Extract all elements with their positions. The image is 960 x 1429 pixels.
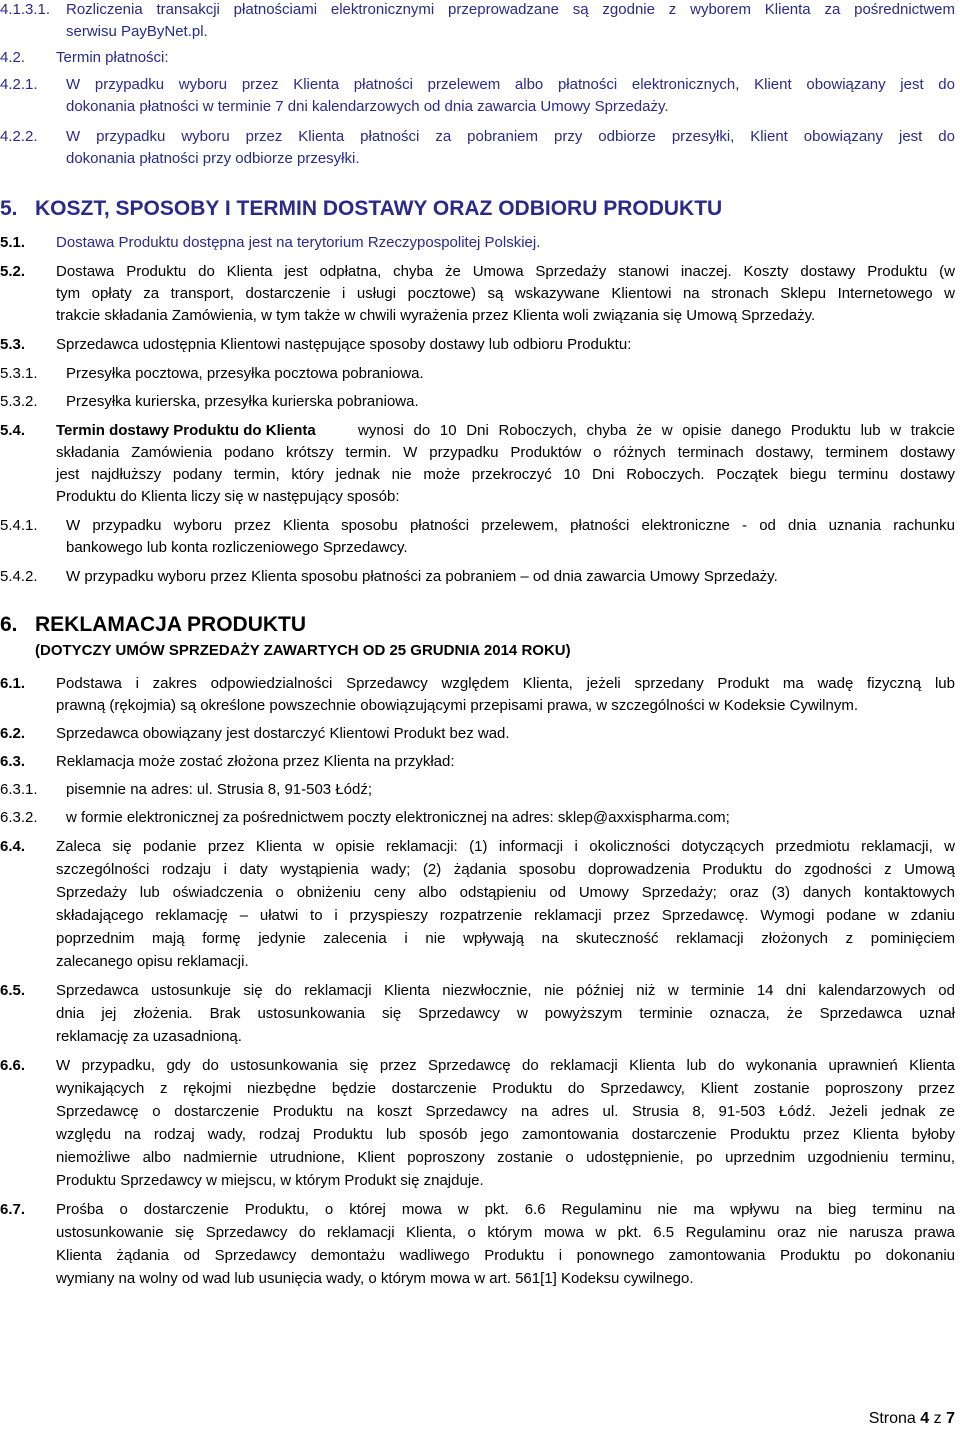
section-number: 5. — [0, 197, 18, 220]
section-5-4-1-cont — [0, 538, 960, 558]
section-text: bankowego lub konta rozliczeniowego Sprzedawcy. — [66, 539, 408, 556]
section-5-2-cont — [0, 306, 960, 326]
section-text: dnia jej złożenia. Brak ustosunkowania się Sprzedawcy w powyższym terminie oznacza, że Sprzedawca uznał — [56, 1005, 955, 1022]
section-text: Zaleca się podanie przez Klienta w opisie reklamacji: (1) informacji i okoliczności dotyczących przedmiotu reklamacji, w — [56, 838, 955, 855]
section-6-6-cont — [0, 1148, 960, 1168]
section-4-2-1-cont — [0, 97, 960, 117]
section-number: 5.4.2. — [0, 568, 38, 585]
section-5-4-1 — [0, 516, 960, 536]
section-number: 6.3.1. — [0, 781, 38, 798]
section-title: KOSZT, SPOSOBY I TERMIN DOSTAWY ORAZ ODBIORU PRODUKTU — [35, 197, 723, 220]
section-number: 4.2.2. — [0, 128, 38, 145]
section-text: reklamację za uzasadnioną. — [56, 1028, 242, 1045]
section-number: 6. — [0, 613, 18, 636]
section-6-7 — [0, 1200, 960, 1220]
section-number: 5.3.2. — [0, 393, 38, 410]
section-4-1-3-1 — [0, 0, 960, 20]
section-text: W przypadku wyboru przez Klienta płatności przelewem albo płatności elektronicznych, Klient obowiązany jest do — [66, 76, 955, 93]
section-number: 6.1. — [0, 675, 26, 692]
section-5-4-cont — [0, 465, 960, 485]
section-6-heading — [0, 611, 960, 639]
section-text: Klienta żądania od Sprzedawcy demontażu wadliwego Produktu i ponownego zamontowania Produktu po dokonaniu — [56, 1247, 955, 1264]
section-text: Rozliczenia transakcji płatnościami elektronicznymi przeprowadzane są zgodnie z wyborem Klienta za pośrednictwem — [66, 1, 955, 18]
section-number: 5.3. — [0, 336, 26, 353]
section-6-5 — [0, 981, 960, 1001]
section-number: 5.4.1. — [0, 517, 38, 534]
section-6-3 — [0, 752, 960, 772]
section-4-2-2-cont — [0, 149, 960, 169]
section-text: Podstawa i zakres odpowiedzialności Sprzedawcy względem Klienta, jeżeli sprzedany Produkt ma wadę fizyczną lub — [56, 675, 955, 692]
section-5-1 — [0, 233, 960, 253]
section-text: serwisu PayByNet.pl. — [66, 23, 208, 40]
section-text: w formie elektronicznej za pośrednictwem poczty elektronicznej na adres: sklep@axxispharma.com; — [66, 809, 730, 826]
section-6-7-cont — [0, 1269, 960, 1289]
section-number: 5.4. — [0, 422, 26, 439]
section-text: niemożliwe albo nadmiernie utrudnione, Klient poproszony zostanie o udostępnienie, po uprzednim uzgodnieniu terminu, — [56, 1149, 955, 1166]
section-number: 5.2. — [0, 263, 26, 280]
section-text: pisemnie na adres: ul. Strusia 8, 91-503 Łódź; — [66, 781, 373, 798]
section-6-4-cont — [0, 860, 960, 880]
section-text: składającego reklamację – ułatwi to i przyspieszy rozpatrzenie reklamacji przez Sprzedawcę. Wymogi podane w zdaniu — [56, 907, 955, 924]
section-text: Sprzedawca udostępnia Klientowi następujące sposoby dostawy lub odbioru Produktu: — [56, 336, 632, 353]
section-title: Termin płatności: — [56, 49, 169, 66]
section-number: 6.6. — [0, 1057, 26, 1074]
section-text: Produktu do Klienta liczy się w następujący sposób: — [56, 488, 400, 505]
section-number: 4.2. — [0, 49, 26, 66]
page-counter-label: Strona — [868, 1410, 916, 1427]
section-4-2-1 — [0, 75, 960, 95]
page-current: 4 — [920, 1410, 930, 1427]
section-text: względu na rodzaj wady, rodzaj Produktu lub sposób jego zamontowania dostarczenie Produktu przez Klienta byłoby — [56, 1126, 955, 1143]
section-number: 5.1. — [0, 234, 26, 251]
section-text: W przypadku, gdy do ustosunkowania się przez Sprzedawcę do reklamacji Klienta lub do wykonania uprawnień Klienta — [56, 1057, 955, 1074]
section-number: 5.3.1. — [0, 365, 38, 382]
section-text: szczególności rodzaju i daty wystąpienia wady; (2) żądania sposobu doprowadzenia Produktu do zgodności z Umową — [56, 861, 955, 878]
section-number: 4.1.3.1. — [0, 1, 51, 18]
section-text: zalecanego opisu reklamacji. — [56, 953, 249, 970]
section-6-subtitle — [0, 641, 960, 661]
section-text: Dostawa Produktu do Klienta jest odpłatna, chyba że Umowa Sprzedaży stanowi inaczej. Koszty dostawy Produktu (w — [56, 263, 955, 280]
section-4-1-3-1-cont — [0, 22, 960, 42]
section-6-4-cont — [0, 906, 960, 926]
section-6-4 — [0, 837, 960, 857]
section-5-heading — [0, 195, 960, 223]
section-number: 6.7. — [0, 1201, 26, 1218]
section-5-2 — [0, 262, 960, 282]
section-term-label: Termin dostawy Produktu do Klienta — [56, 422, 316, 439]
section-6-5-cont — [0, 1027, 960, 1047]
section-number: 6.4. — [0, 838, 26, 855]
section-6-6-cont — [0, 1171, 960, 1191]
section-text: dokonania płatności w terminie 7 dni kalendarzowych od dnia zawarcia Umowy Sprzedaży. — [66, 98, 669, 115]
section-6-1-cont — [0, 696, 960, 716]
section-6-6-cont — [0, 1079, 960, 1099]
section-text: prawną (rękojmia) są określone powszechnie obowiązującymi przepisami prawa, w szczególności w Kodeksie Cywilnym. — [56, 697, 858, 714]
section-6-4-cont — [0, 952, 960, 972]
page-counter — [869, 1410, 955, 1428]
section-text: poprzednim mają formę jedynie zalecenia i nie wpływają na skuteczność reklamacji złożonych z pominięciem — [56, 930, 955, 947]
section-text: Dostawa Produktu dostępna jest na terytorium Rzeczypospolitej Polskiej. — [56, 234, 541, 251]
section-text: składania Zamówienia podano krótszy termin. W przypadku Produktów o różnych terminach dostawy, terminem dostawy — [56, 444, 955, 461]
section-6-6-cont — [0, 1125, 960, 1145]
section-6-7-cont — [0, 1223, 960, 1243]
section-text: Sprzedawcę o dostarczenie Produktu na koszt Sprzedawcy na adres ul. Strusia 8, 91-503 Łódź. Jeżeli jednak ze — [56, 1103, 955, 1120]
section-4-2-2 — [0, 127, 960, 147]
section-text: W przypadku wyboru przez Klienta sposobu płatności przelewem, płatności elektroniczne - od dnia uznania rachunku — [66, 517, 955, 534]
section-5-3 — [0, 335, 960, 355]
section-text: ustosunkowanie się Sprzedawcy do reklamacji Klienta, o którym mowa w pkt. 6.5 Regulaminu oraz nie narusza prawa — [56, 1224, 955, 1241]
section-text: Przesyłka kurierska, przesyłka kurierska pobraniowa. — [66, 393, 419, 410]
section-6-2 — [0, 724, 960, 744]
section-text: Sprzedawca obowiązany jest dostarczyć Klientowi Produkt bez wad. — [56, 725, 510, 742]
section-5-4-cont — [0, 487, 960, 507]
section-6-5-cont — [0, 1004, 960, 1024]
section-subtitle: (DOTYCZY UMÓW SPRZEDAŻY ZAWARTYCH OD 25 GRUDNIA 2014 ROKU) — [35, 642, 571, 659]
section-number: 4.2.1. — [0, 76, 38, 93]
section-number: 6.3. — [0, 753, 26, 770]
section-5-4-cont — [0, 443, 960, 463]
section-5-4 — [0, 421, 960, 441]
section-text: Reklamacja może zostać złożona przez Klienta na przykład: — [56, 753, 455, 770]
section-6-6-cont — [0, 1102, 960, 1122]
section-5-4-2 — [0, 567, 960, 587]
section-6-4-cont — [0, 883, 960, 903]
section-text: dokonania płatności przy odbiorze przesyłki. — [66, 150, 360, 167]
page-total: 7 — [946, 1410, 955, 1427]
section-6-3-1 — [0, 780, 960, 800]
section-5-3-1 — [0, 364, 960, 384]
section-text: Prośba o dostarczenie Produktu, o której mowa w pkt. 6.6 Regulaminu nie ma wpływu na bieg terminu na — [56, 1201, 955, 1218]
section-text: wymiany na wolny od wad lub usunięcia wady, o którym mowa w art. 561[1] Kodeksu cywilnego. — [56, 1270, 694, 1287]
section-title: REKLAMACJA PRODUKTU — [35, 613, 307, 636]
section-text: jest najdłuższy podany termin, który jednak nie może przekroczyć 10 Dni Roboczych. Początek biegu terminu dostawy — [56, 466, 955, 483]
section-number: 6.3.2. — [0, 809, 38, 826]
section-text: Produktu Sprzedawcy w miejscu, w którym Produkt się znajduje. — [56, 1172, 484, 1189]
section-text: W przypadku wyboru przez Klienta sposobu płatności za pobraniem – od dnia zawarcia Umowy Sprzedaży. — [66, 568, 778, 585]
section-text: W przypadku wyboru przez Klienta płatności za pobraniem przy odbiorze przesyłki, Klient obowiązany jest do — [66, 128, 955, 145]
section-5-2-cont — [0, 284, 960, 304]
section-6-3-2 — [0, 808, 960, 828]
section-5-3-2 — [0, 392, 960, 412]
section-number: 6.5. — [0, 982, 26, 999]
section-6-1 — [0, 674, 960, 694]
section-text: wynosi do 10 Dni Roboczych, chyba że w opisie danego Produktu lub w trakcie — [358, 422, 955, 439]
section-6-4-cont — [0, 929, 960, 949]
section-text: Sprzedaży lub oświadczenia o obniżeniu ceny albo odstąpieniu od Umowy Sprzedaży; oraz (3) danych kontaktowych — [56, 884, 955, 901]
section-number: 6.2. — [0, 725, 26, 742]
section-text: Przesyłka pocztowa, przesyłka pocztowa pobraniowa. — [66, 365, 424, 382]
section-6-7-cont — [0, 1246, 960, 1266]
section-4-2 — [0, 48, 960, 68]
page-counter-sep: z — [933, 1410, 942, 1427]
section-6-6 — [0, 1056, 960, 1076]
section-text: wynikających z rękojmi niezbędne będzie dostarczenie Produktu do Sprzedawcy, Klient zostanie poproszony przez — [56, 1080, 955, 1097]
section-text: trakcie składania Zamówienia, w tym także w chwili wyrażenia przez Klienta woli związania się Umową Sprzedaży. — [56, 307, 816, 324]
section-text: tym opłaty za transport, dostarczenie i usługi pocztowe) są wskazywane Klientowi na stronach Sklepu Internetowego w — [56, 285, 955, 302]
section-text: Sprzedawca ustosunkuje się do reklamacji Klienta niezwłocznie, nie później niż w terminie 14 dni kalendarzowych od — [56, 982, 955, 999]
